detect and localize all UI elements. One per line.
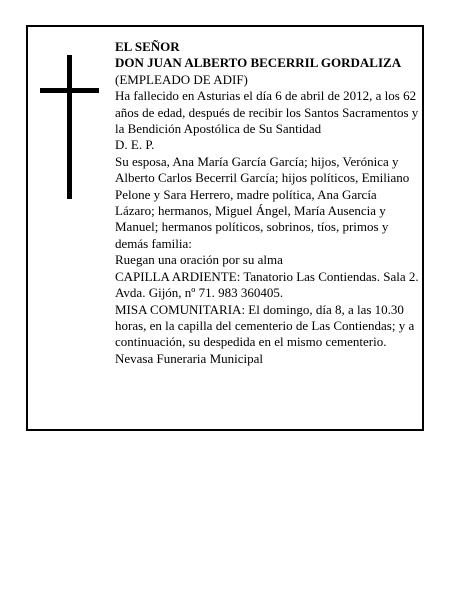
prayer-request: Ruegan una oración por su alma	[115, 252, 283, 268]
family-list: Su esposa, Ana María García García; hijos, Verónica y Alberto Carlos Becerril García; hijos políticos, Emiliano Pelone y Sara Herrero, madre política, Ana García Lázaro; hermanos, Miguel Ángel, María Ausencia y Manuel; hermanos políticos, sobrinos, tíos, primos y demás familia:	[115, 153, 410, 251]
cross-icon	[67, 55, 72, 199]
employer: (EMPLEADO DE ADIF)	[115, 71, 248, 87]
cross-icon-bar	[40, 88, 99, 93]
deceased-name: DON JUAN ALBERTO BECERRIL GORDALIZA	[115, 55, 402, 71]
death-statement: Ha fallecido en Asturias el día 6 de abril de 2012, a los 62 años de edad, después de recibir los Santos Sacramentos y la Bendición Apostólica de Su Santidad	[115, 88, 419, 137]
obituary-title: EL SEÑOR	[115, 39, 180, 54]
obituary-text	[115, 39, 419, 367]
mass-info: MISA COMUNITARIA: El domingo, día 8, a las 10.30 horas, en la capilla del cementerio de Las Contiendas; y a continuación, su despedida en el mismo cementerio.	[115, 301, 415, 350]
chapel-info: CAPILLA ARDIENTE: Tanatorio Las Contiendas. Sala 2. Avda. Gijón, nº 71. 983 360405.	[115, 268, 419, 301]
rip-line: D. E. P.	[115, 137, 155, 153]
funeral-home: Nevasa Funeraria Municipal	[115, 350, 264, 366]
obituary-notice	[26, 25, 424, 431]
